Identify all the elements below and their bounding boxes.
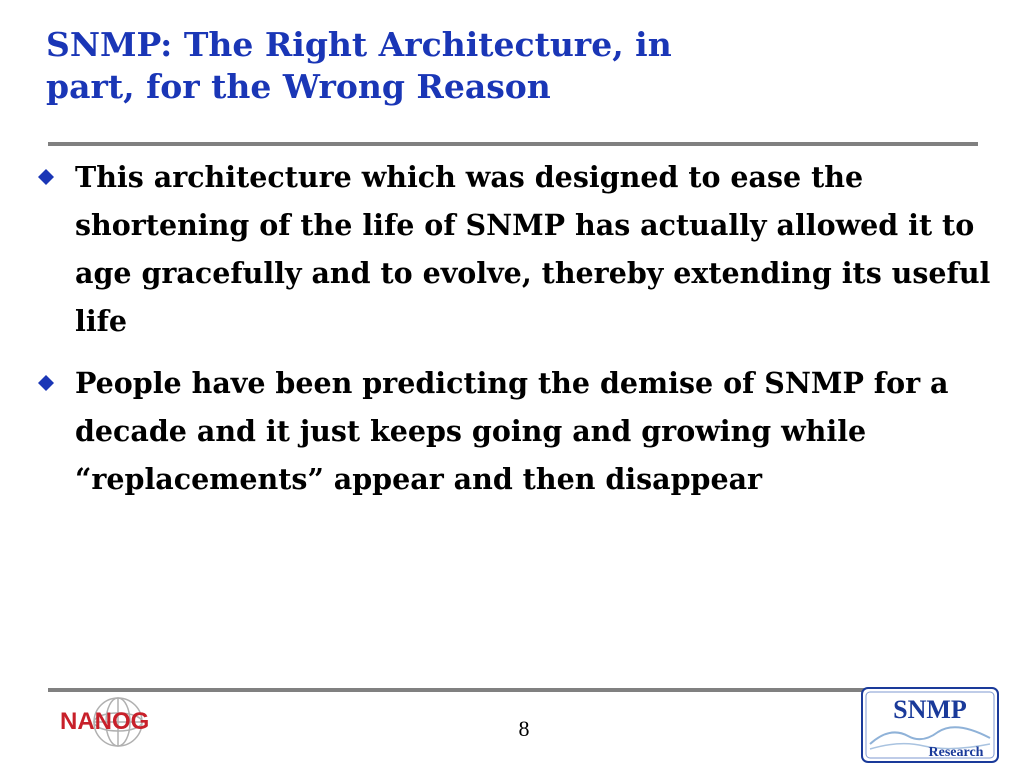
bullet-item xyxy=(32,153,992,345)
slide-title-line-2: part, for the Wrong Reason xyxy=(46,67,551,106)
bullet-text: People have been predicting the demise of SNMP for a decade and it just keeps going and growing while “replacements” appear and then disappear xyxy=(75,366,949,496)
slide-title xyxy=(46,24,946,108)
diamond-bullet-icon xyxy=(38,375,54,391)
diamond-bullet-icon xyxy=(38,169,54,185)
page-number: 8 xyxy=(518,716,530,741)
snmp-logo-title: SNMP xyxy=(893,695,967,724)
slide-title-line-1: SNMP: The Right Architecture, in xyxy=(46,25,672,64)
bullet-list xyxy=(32,153,992,517)
title-divider xyxy=(48,142,978,146)
nanog-logo-text: NANOG xyxy=(60,708,150,735)
bullet-text: This architecture which was designed to ease the shortening of the life of SNMP has actually allowed it to age gracefully and to evolve, thereby extending its useful life xyxy=(75,160,991,338)
bullet-item xyxy=(32,359,992,503)
snmp-logo-subtitle: Research xyxy=(928,745,984,760)
nanog-logo xyxy=(56,690,206,750)
snmp-research-logo xyxy=(860,686,1000,764)
